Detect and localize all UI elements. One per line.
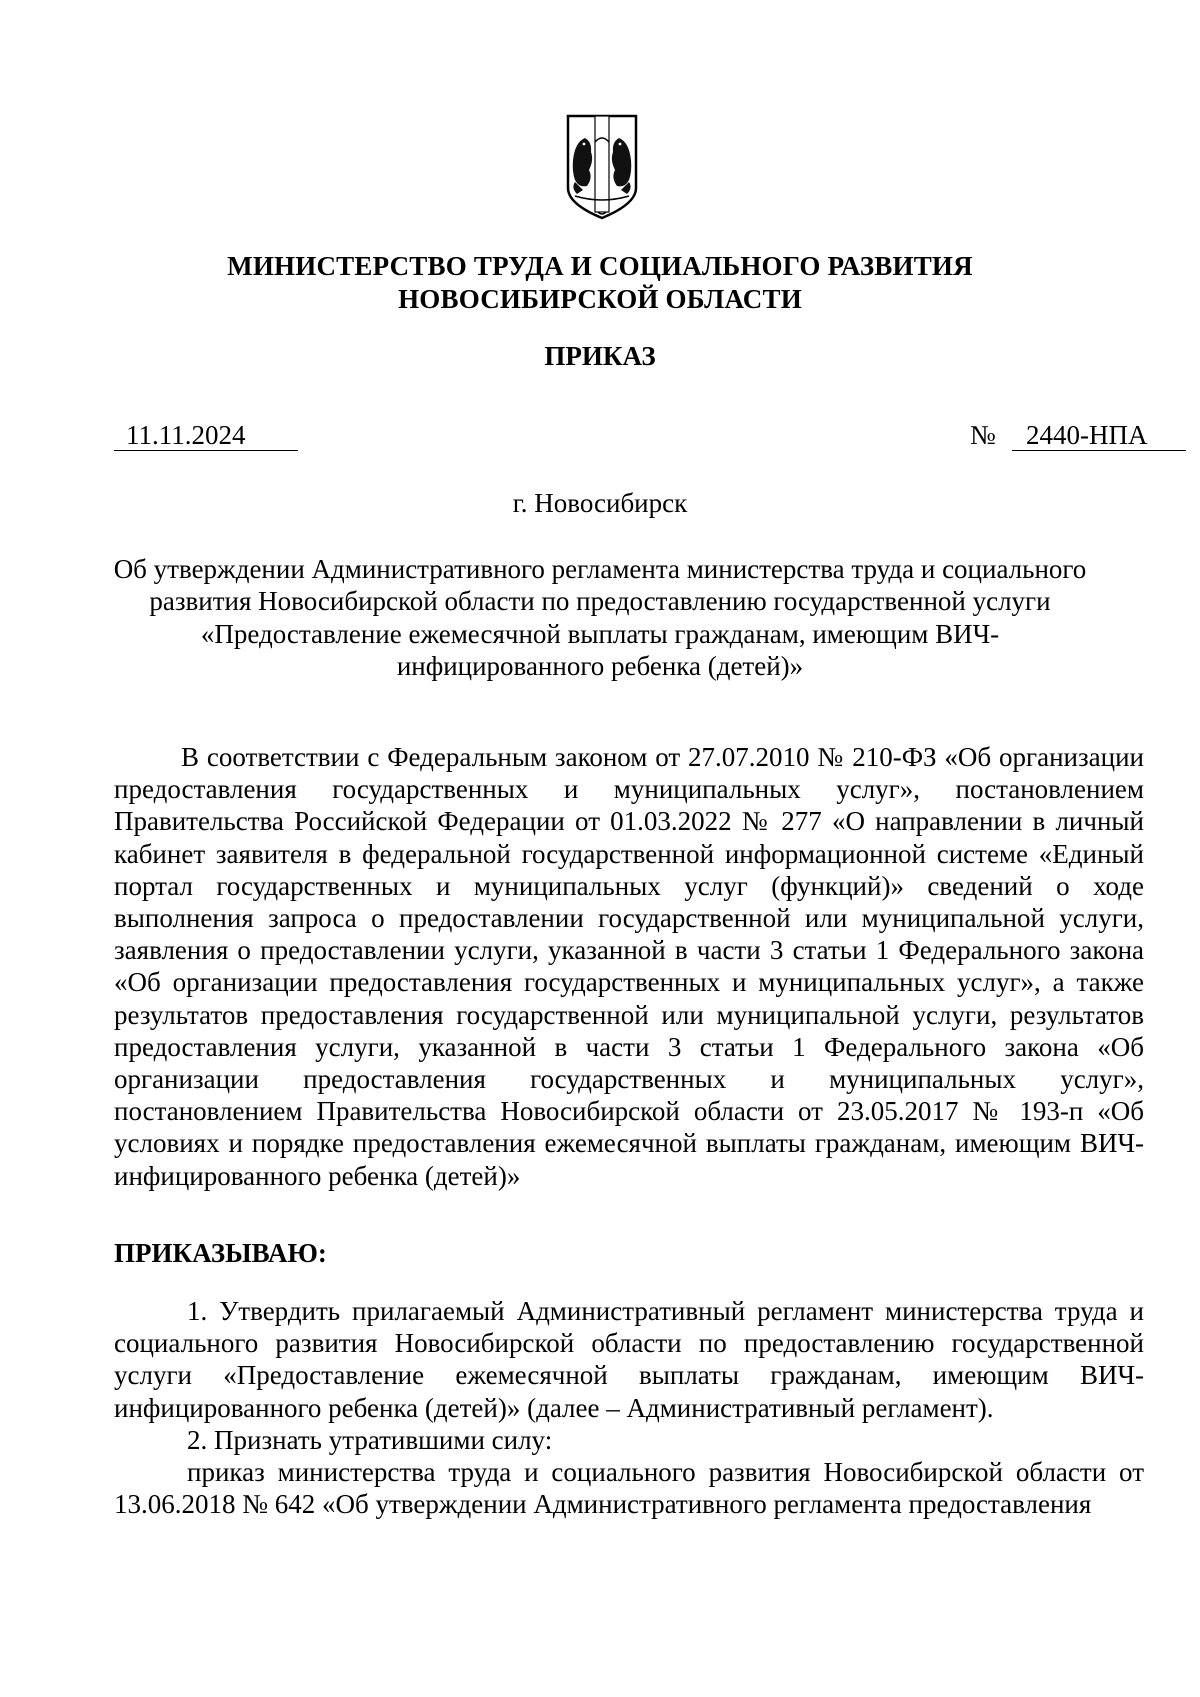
- document-type: ПРИКАЗ: [544, 341, 656, 371]
- order-clauses: [114, 1295, 1144, 1520]
- ministry-name-line2: НОВОСИБИРСКОЙ ОБЛАСТИ: [398, 284, 802, 314]
- clause-2: 2. Признать утратившими силу:: [187, 1424, 553, 1455]
- order-subject: Об утверждении Административного регламента министерства труда и социального развития Новосибирской области по предоставлению государственной услуги «Предоставление ежемесячной выплаты гражданам, имеющим ВИЧ-инфицированного ребенка (детей)»: [113, 554, 1087, 682]
- ministry-name-line1: МИНИСТЕРСТВО ТРУДА И СОЦИАЛЬНОГО РАЗВИТИЯ: [227, 251, 973, 281]
- preamble-paragraph: В соответствии с Федеральным законом от 27.07.2010 № 210-ФЗ «Об организации предоставления государственных и муниципальных услуг», постановлением Правительства Российской Федерации от 01.03.2022 № 277 «О направлении в личный кабинет заявителя в федеральной государственной информационной системе «Единый портал государственных и муниципальных услуг (функций)» сведений о ходе выполнения запроса о предоставлении государственной или муниципальной услуги, заявления о предоставлении услуги, указанной в части 3 статьи 1 Федерального закона «Об организации предоставления государственных и муниципальных услуг», а также результатов предоставления государственной или муниципальной услуги, результатов предоставления услуги, указанной в части 3 статьи 1 Федерального закона «Об организации предоставления государственных и муниципальных услуг», постановлением Правительства Новосибирской области от 23.05.2017 № 193-п «Об условиях и порядке предоставления ежемесячной выплаты гражданам, имеющим ВИЧ-инфицированного ребенка (детей)»: [114, 742, 1144, 1191]
- coat-of-arms-icon: [565, 112, 639, 222]
- city: г. Новосибирск: [512, 488, 688, 518]
- order-number: 2440-НПА: [1012, 420, 1186, 451]
- clause-1: 1. Утвердить прилагаемый Административный регламент министерства труда и социального развития Новосибирской области по предоставлению государственной услуги «Предоставление ежемесячной выплаты гражданам, имеющим ВИЧ-инфицированного ребенка (детей)» (далее – Административный регламент).: [114, 1296, 1144, 1423]
- order-date: 11.11.2024: [114, 420, 298, 451]
- order-directive: ПРИКАЗЫВАЮ:: [114, 1238, 327, 1268]
- clause-2-item: приказ министерства труда и социального развития Новосибирской области от 13.06.2018 № 642 «Об утверждении Административного регламента предоставления: [114, 1457, 1144, 1520]
- order-number-label: №: [970, 420, 996, 450]
- ministry-name: [0, 250, 1200, 316]
